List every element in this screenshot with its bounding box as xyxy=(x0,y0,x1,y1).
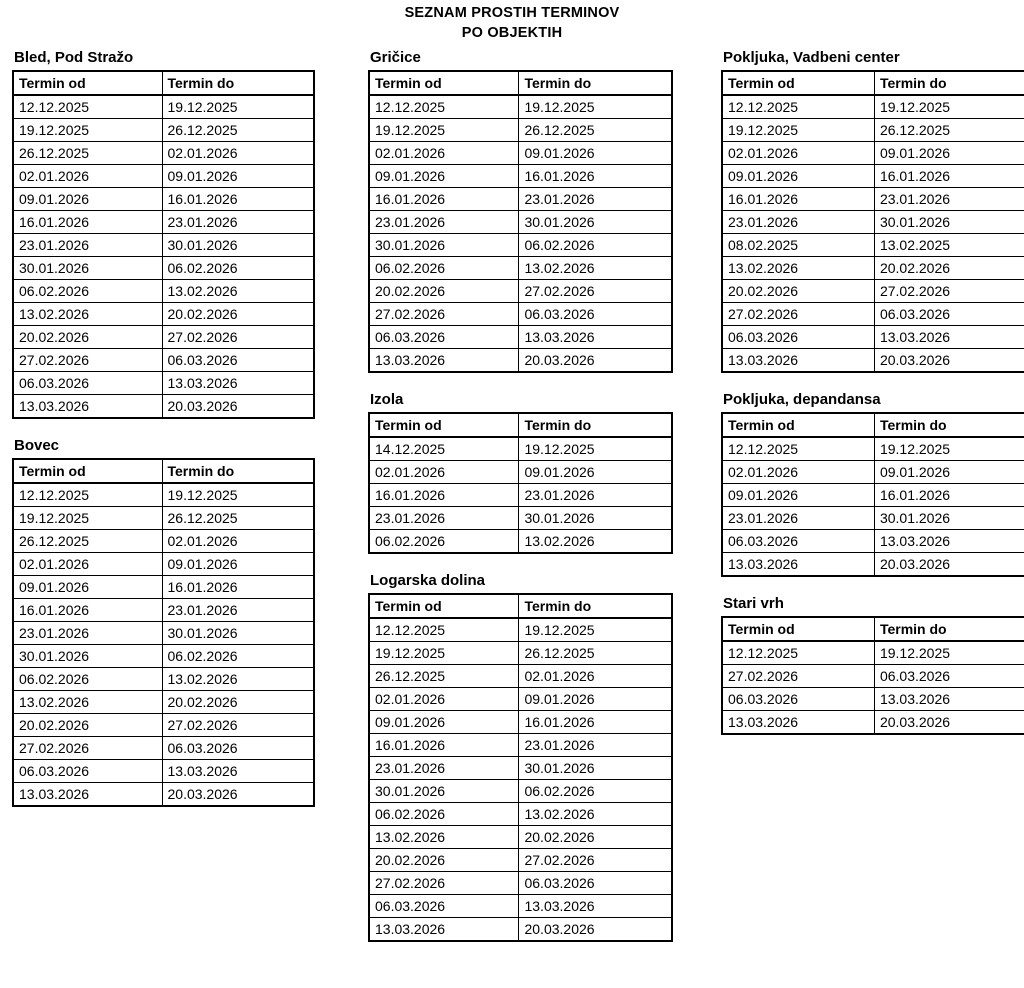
cell-term-from: 16.01.2026 xyxy=(369,484,519,507)
cell-term-to: 23.01.2026 xyxy=(874,188,1024,211)
schedule-block xyxy=(721,49,1024,373)
cell-term-to: 20.03.2026 xyxy=(162,783,314,807)
column-header-to: Termin do xyxy=(874,617,1024,641)
cell-term-from: 12.12.2025 xyxy=(369,618,519,642)
table-row xyxy=(369,142,672,165)
cell-term-from: 26.12.2025 xyxy=(13,530,162,553)
cell-term-from: 13.02.2026 xyxy=(13,691,162,714)
column-header-from: Termin od xyxy=(369,413,519,437)
block-title: Bled, Pod Stražo xyxy=(14,49,134,67)
table-row xyxy=(13,303,314,326)
cell-term-from: 16.01.2026 xyxy=(369,734,519,757)
table-header-row xyxy=(369,594,672,618)
cell-term-to: 23.01.2026 xyxy=(519,188,672,211)
cell-term-to: 20.03.2026 xyxy=(519,918,672,942)
cell-term-to: 30.01.2026 xyxy=(162,622,314,645)
table-row xyxy=(13,553,314,576)
table-row xyxy=(13,95,314,119)
cell-term-from: 09.01.2026 xyxy=(722,165,874,188)
table-row xyxy=(722,688,1024,711)
table-row xyxy=(13,119,314,142)
table-row xyxy=(369,484,672,507)
cell-term-from: 02.01.2026 xyxy=(369,461,519,484)
cell-term-from: 06.03.2026 xyxy=(369,895,519,918)
cell-term-from: 02.01.2026 xyxy=(369,688,519,711)
cell-term-from: 20.02.2026 xyxy=(722,280,874,303)
cell-term-to: 13.02.2025 xyxy=(874,234,1024,257)
table-row xyxy=(13,211,314,234)
cell-term-to: 06.03.2026 xyxy=(162,737,314,760)
cell-term-to: 16.01.2026 xyxy=(162,188,314,211)
cell-term-to: 27.02.2026 xyxy=(519,849,672,872)
cell-term-from: 09.01.2026 xyxy=(13,188,162,211)
table-row xyxy=(722,484,1024,507)
column-header-from: Termin od xyxy=(722,413,874,437)
cell-term-from: 13.03.2026 xyxy=(722,349,874,373)
schedule-table xyxy=(721,412,1024,577)
table-row xyxy=(13,645,314,668)
table-header-row xyxy=(722,71,1024,95)
cell-term-to: 19.12.2025 xyxy=(874,95,1024,119)
cell-term-from: 27.02.2026 xyxy=(13,349,162,372)
cell-term-to: 13.02.2026 xyxy=(519,257,672,280)
cell-term-from: 09.01.2026 xyxy=(369,711,519,734)
table-row xyxy=(13,714,314,737)
table-row xyxy=(369,461,672,484)
table-row xyxy=(13,668,314,691)
table-row xyxy=(722,711,1024,735)
cell-term-to: 16.01.2026 xyxy=(162,576,314,599)
cell-term-to: 19.12.2025 xyxy=(519,618,672,642)
cell-term-to: 06.03.2026 xyxy=(519,872,672,895)
schedule-table xyxy=(12,458,315,807)
cell-term-to: 16.01.2026 xyxy=(519,165,672,188)
cell-term-to: 06.02.2026 xyxy=(162,645,314,668)
cell-term-from: 26.12.2025 xyxy=(369,665,519,688)
page-title-line-1: SEZNAM PROSTIH TERMINOV xyxy=(404,5,620,21)
cell-term-to: 26.12.2025 xyxy=(519,642,672,665)
cell-term-to: 20.03.2026 xyxy=(874,553,1024,577)
table-row xyxy=(13,326,314,349)
table-row xyxy=(722,95,1024,119)
table-row xyxy=(369,257,672,280)
cell-term-from: 09.01.2026 xyxy=(369,165,519,188)
table-row xyxy=(369,119,672,142)
cell-term-to: 16.01.2026 xyxy=(874,484,1024,507)
table-row xyxy=(722,461,1024,484)
table-row xyxy=(369,530,672,554)
schedule-table xyxy=(368,593,673,942)
cell-term-to: 09.01.2026 xyxy=(874,142,1024,165)
schedule-table xyxy=(721,616,1024,735)
cell-term-to: 26.12.2025 xyxy=(874,119,1024,142)
table-header-row xyxy=(722,413,1024,437)
table-header-row xyxy=(722,617,1024,641)
table-row xyxy=(369,303,672,326)
block-title: Pokljuka, depandansa xyxy=(723,391,881,409)
cell-term-from: 27.02.2026 xyxy=(369,303,519,326)
column-header-from: Termin od xyxy=(13,459,162,483)
cell-term-to: 13.03.2026 xyxy=(162,372,314,395)
cell-term-to: 20.02.2026 xyxy=(874,257,1024,280)
cell-term-from: 02.01.2026 xyxy=(13,553,162,576)
table-header-row xyxy=(13,459,314,483)
cell-term-to: 30.01.2026 xyxy=(519,211,672,234)
cell-term-from: 19.12.2025 xyxy=(369,119,519,142)
block-title: Logarska dolina xyxy=(370,572,486,590)
table-row xyxy=(13,507,314,530)
table-row xyxy=(369,826,672,849)
cell-term-from: 13.02.2026 xyxy=(722,257,874,280)
table-row xyxy=(722,437,1024,461)
cell-term-to: 13.02.2026 xyxy=(519,530,672,554)
cell-term-from: 19.12.2025 xyxy=(13,507,162,530)
cell-term-from: 20.02.2026 xyxy=(13,326,162,349)
column-header-to: Termin do xyxy=(519,413,672,437)
page-title-line-2: PO OBJEKTIH xyxy=(461,24,563,41)
cell-term-to: 13.02.2026 xyxy=(519,803,672,826)
cell-term-to: 13.03.2026 xyxy=(519,895,672,918)
column-header-from: Termin od xyxy=(369,71,519,95)
table-row xyxy=(722,211,1024,234)
cell-term-from: 20.02.2026 xyxy=(369,280,519,303)
schedule-block xyxy=(12,49,358,419)
schedule-table xyxy=(721,70,1024,373)
cell-term-to: 26.12.2025 xyxy=(162,507,314,530)
column-header-from: Termin od xyxy=(13,71,162,95)
cell-term-from: 06.02.2026 xyxy=(369,530,519,554)
cell-term-from: 06.03.2026 xyxy=(722,688,874,711)
cell-term-to: 02.01.2026 xyxy=(162,142,314,165)
cell-term-to: 09.01.2026 xyxy=(162,165,314,188)
cell-term-from: 23.01.2026 xyxy=(13,234,162,257)
table-row xyxy=(369,642,672,665)
table-row xyxy=(722,165,1024,188)
cell-term-to: 30.01.2026 xyxy=(162,234,314,257)
cell-term-to: 20.03.2026 xyxy=(874,349,1024,373)
cell-term-from: 20.02.2026 xyxy=(13,714,162,737)
cell-term-from: 12.12.2025 xyxy=(369,95,519,119)
cell-term-to: 13.02.2026 xyxy=(162,668,314,691)
block-title: Pokljuka, Vadbeni center xyxy=(723,49,900,67)
cell-term-from: 02.01.2026 xyxy=(13,165,162,188)
cell-term-from: 02.01.2026 xyxy=(369,142,519,165)
table-row xyxy=(722,188,1024,211)
table-row xyxy=(369,507,672,530)
table-row xyxy=(369,188,672,211)
table-row xyxy=(722,326,1024,349)
schedule-block xyxy=(12,437,358,807)
table-row xyxy=(13,372,314,395)
table-row xyxy=(369,95,672,119)
table-row xyxy=(13,599,314,622)
cell-term-to: 16.01.2026 xyxy=(874,165,1024,188)
cell-term-to: 16.01.2026 xyxy=(519,711,672,734)
cell-term-from: 02.01.2026 xyxy=(722,461,874,484)
column-header-from: Termin od xyxy=(722,71,874,95)
cell-term-from: 13.02.2026 xyxy=(369,826,519,849)
cell-term-from: 16.01.2026 xyxy=(722,188,874,211)
cell-term-from: 12.12.2025 xyxy=(13,95,162,119)
cell-term-from: 09.01.2026 xyxy=(722,484,874,507)
column-header-to: Termin do xyxy=(874,71,1024,95)
cell-term-to: 06.03.2026 xyxy=(874,665,1024,688)
table-row xyxy=(13,737,314,760)
cell-term-to: 19.12.2025 xyxy=(874,641,1024,665)
cell-term-to: 20.03.2026 xyxy=(162,395,314,419)
cell-term-to: 19.12.2025 xyxy=(519,437,672,461)
table-row xyxy=(369,688,672,711)
cell-term-to: 09.01.2026 xyxy=(519,461,672,484)
cell-term-from: 06.03.2026 xyxy=(722,326,874,349)
cell-term-to: 06.02.2026 xyxy=(162,257,314,280)
table-row xyxy=(722,507,1024,530)
cell-term-to: 23.01.2026 xyxy=(162,211,314,234)
cell-term-from: 06.03.2026 xyxy=(13,372,162,395)
block-title: Bovec xyxy=(14,437,60,455)
table-row xyxy=(722,257,1024,280)
column-header-to: Termin do xyxy=(874,413,1024,437)
cell-term-from: 16.01.2026 xyxy=(13,211,162,234)
cell-term-to: 20.02.2026 xyxy=(519,826,672,849)
table-header-row xyxy=(369,71,672,95)
cell-term-to: 27.02.2026 xyxy=(874,280,1024,303)
cell-term-to: 02.01.2026 xyxy=(162,530,314,553)
cell-term-from: 13.03.2026 xyxy=(369,349,519,373)
cell-term-from: 19.12.2025 xyxy=(13,119,162,142)
cell-term-to: 06.03.2026 xyxy=(519,303,672,326)
cell-term-from: 30.01.2026 xyxy=(13,257,162,280)
cell-term-to: 26.12.2025 xyxy=(162,119,314,142)
table-row xyxy=(722,234,1024,257)
table-row xyxy=(722,530,1024,553)
cell-term-to: 13.03.2026 xyxy=(162,760,314,783)
cell-term-to: 19.12.2025 xyxy=(519,95,672,119)
cell-term-from: 13.03.2026 xyxy=(369,918,519,942)
cell-term-from: 23.01.2026 xyxy=(369,507,519,530)
cell-term-from: 23.01.2026 xyxy=(13,622,162,645)
cell-term-from: 20.02.2026 xyxy=(369,849,519,872)
cell-term-to: 13.03.2026 xyxy=(874,326,1024,349)
cell-term-from: 06.02.2026 xyxy=(13,280,162,303)
table-row xyxy=(369,618,672,642)
cell-term-to: 20.03.2026 xyxy=(874,711,1024,735)
schedule-table xyxy=(12,70,315,419)
table-row xyxy=(369,349,672,373)
table-row xyxy=(13,530,314,553)
table-row xyxy=(369,734,672,757)
schedule-block xyxy=(721,595,1024,735)
table-row xyxy=(13,280,314,303)
table-row xyxy=(722,349,1024,373)
table-row xyxy=(13,622,314,645)
table-row xyxy=(369,918,672,942)
table-row xyxy=(722,665,1024,688)
table-row xyxy=(722,553,1024,577)
schedule-table xyxy=(368,70,673,373)
cell-term-from: 06.03.2026 xyxy=(722,530,874,553)
cell-term-to: 27.02.2026 xyxy=(162,326,314,349)
column-header-to: Termin do xyxy=(162,459,314,483)
cell-term-to: 09.01.2026 xyxy=(162,553,314,576)
cell-term-from: 06.03.2026 xyxy=(369,326,519,349)
column-header-from: Termin od xyxy=(369,594,519,618)
cell-term-from: 06.02.2026 xyxy=(369,803,519,826)
cell-term-to: 13.03.2026 xyxy=(874,530,1024,553)
cell-term-from: 16.01.2026 xyxy=(13,599,162,622)
cell-term-to: 27.02.2026 xyxy=(519,280,672,303)
table-row xyxy=(369,437,672,461)
schedule-block xyxy=(368,49,711,373)
cell-term-to: 23.01.2026 xyxy=(519,484,672,507)
cell-term-to: 27.02.2026 xyxy=(162,714,314,737)
cell-term-from: 12.12.2025 xyxy=(722,641,874,665)
block-title: Gričice xyxy=(370,49,421,67)
column-header-from: Termin od xyxy=(722,617,874,641)
cell-term-to: 13.03.2026 xyxy=(519,326,672,349)
page-title xyxy=(0,0,1024,43)
table-row xyxy=(722,303,1024,326)
table-row xyxy=(369,165,672,188)
schedule-block xyxy=(721,391,1024,577)
cell-term-from: 19.12.2025 xyxy=(722,119,874,142)
cell-term-from: 16.01.2026 xyxy=(369,188,519,211)
cell-term-to: 06.03.2026 xyxy=(162,349,314,372)
cell-term-from: 27.02.2026 xyxy=(369,872,519,895)
column-header-to: Termin do xyxy=(519,71,672,95)
cell-term-from: 08.02.2025 xyxy=(722,234,874,257)
table-row xyxy=(13,188,314,211)
cell-term-to: 09.01.2026 xyxy=(519,688,672,711)
column-header-to: Termin do xyxy=(519,594,672,618)
table-row xyxy=(369,711,672,734)
cell-term-to: 13.02.2026 xyxy=(162,280,314,303)
cell-term-from: 30.01.2026 xyxy=(13,645,162,668)
cell-term-from: 23.01.2026 xyxy=(722,211,874,234)
table-row xyxy=(369,780,672,803)
table-row xyxy=(369,326,672,349)
table-header-row xyxy=(369,413,672,437)
cell-term-to: 30.01.2026 xyxy=(519,757,672,780)
cell-term-to: 19.12.2025 xyxy=(162,483,314,507)
column-header-to: Termin do xyxy=(162,71,314,95)
cell-term-to: 23.01.2026 xyxy=(519,734,672,757)
table-row xyxy=(13,395,314,419)
table-row xyxy=(722,641,1024,665)
cell-term-from: 23.01.2026 xyxy=(369,757,519,780)
table-row xyxy=(13,349,314,372)
cell-term-to: 19.12.2025 xyxy=(162,95,314,119)
cell-term-to: 19.12.2025 xyxy=(874,437,1024,461)
cell-term-to: 20.03.2026 xyxy=(519,349,672,373)
table-row xyxy=(13,576,314,599)
cell-term-from: 19.12.2025 xyxy=(369,642,519,665)
table-row xyxy=(369,872,672,895)
table-header-row xyxy=(13,71,314,95)
table-row xyxy=(369,895,672,918)
table-row xyxy=(369,665,672,688)
cell-term-from: 13.03.2026 xyxy=(13,395,162,419)
cell-term-from: 13.03.2026 xyxy=(722,553,874,577)
cell-term-from: 06.02.2026 xyxy=(369,257,519,280)
cell-term-from: 09.01.2026 xyxy=(13,576,162,599)
table-row xyxy=(722,142,1024,165)
cell-term-from: 26.12.2025 xyxy=(13,142,162,165)
table-row xyxy=(13,783,314,807)
table-row xyxy=(13,483,314,507)
schedule-columns xyxy=(0,49,1024,960)
cell-term-from: 02.01.2026 xyxy=(722,142,874,165)
cell-term-from: 30.01.2026 xyxy=(369,780,519,803)
table-row xyxy=(13,234,314,257)
column-middle xyxy=(358,49,711,960)
cell-term-to: 06.03.2026 xyxy=(874,303,1024,326)
cell-term-to: 20.02.2026 xyxy=(162,303,314,326)
cell-term-to: 30.01.2026 xyxy=(519,507,672,530)
cell-term-from: 23.01.2026 xyxy=(722,507,874,530)
schedule-table xyxy=(368,412,673,554)
table-row xyxy=(369,757,672,780)
cell-term-from: 12.12.2025 xyxy=(722,437,874,461)
schedule-block xyxy=(368,391,711,554)
cell-term-to: 26.12.2025 xyxy=(519,119,672,142)
column-left xyxy=(0,49,358,825)
cell-term-from: 12.12.2025 xyxy=(13,483,162,507)
cell-term-to: 06.02.2026 xyxy=(519,234,672,257)
column-right xyxy=(711,49,1024,753)
cell-term-to: 09.01.2026 xyxy=(519,142,672,165)
cell-term-to: 13.03.2026 xyxy=(874,688,1024,711)
cell-term-from: 13.02.2026 xyxy=(13,303,162,326)
cell-term-from: 30.01.2026 xyxy=(369,234,519,257)
cell-term-from: 27.02.2026 xyxy=(722,665,874,688)
table-row xyxy=(722,280,1024,303)
cell-term-from: 12.12.2025 xyxy=(722,95,874,119)
cell-term-from: 06.02.2026 xyxy=(13,668,162,691)
table-row xyxy=(13,257,314,280)
table-row xyxy=(369,280,672,303)
cell-term-from: 06.03.2026 xyxy=(13,760,162,783)
cell-term-from: 13.03.2026 xyxy=(13,783,162,807)
cell-term-to: 23.01.2026 xyxy=(162,599,314,622)
cell-term-to: 09.01.2026 xyxy=(874,461,1024,484)
table-row xyxy=(369,849,672,872)
schedule-block xyxy=(368,572,711,942)
cell-term-from: 13.03.2026 xyxy=(722,711,874,735)
cell-term-from: 27.02.2026 xyxy=(722,303,874,326)
table-row xyxy=(722,119,1024,142)
cell-term-to: 02.01.2026 xyxy=(519,665,672,688)
cell-term-to: 30.01.2026 xyxy=(874,211,1024,234)
cell-term-to: 30.01.2026 xyxy=(874,507,1024,530)
block-title: Stari vrh xyxy=(723,595,784,613)
cell-term-to: 06.02.2026 xyxy=(519,780,672,803)
table-row xyxy=(369,803,672,826)
table-row xyxy=(369,211,672,234)
table-row xyxy=(13,760,314,783)
table-row xyxy=(13,165,314,188)
cell-term-to: 20.02.2026 xyxy=(162,691,314,714)
block-title: Izola xyxy=(370,391,404,409)
table-row xyxy=(369,234,672,257)
table-row xyxy=(13,142,314,165)
cell-term-from: 14.12.2025 xyxy=(369,437,519,461)
table-row xyxy=(13,691,314,714)
cell-term-from: 27.02.2026 xyxy=(13,737,162,760)
cell-term-from: 23.01.2026 xyxy=(369,211,519,234)
